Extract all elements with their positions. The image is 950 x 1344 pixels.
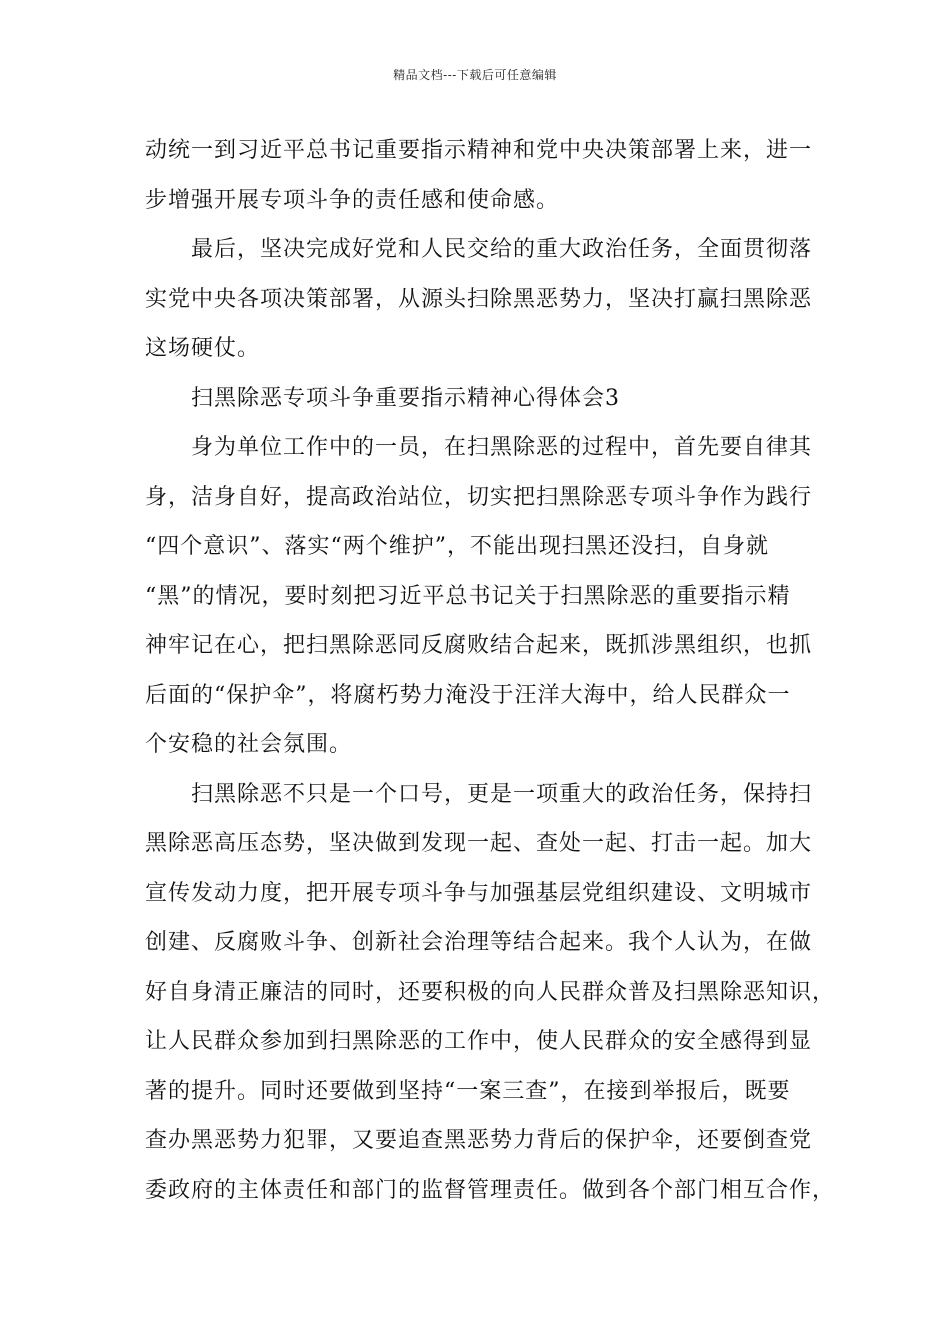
text-line: 实党中央各项决策部署，从源头扫除黑恶势力，坚决打赢扫黑除恶	[145, 286, 813, 312]
body-text	[145, 126, 836, 1215]
text-line: 让人民群众参加到扫黑除恶的工作中，使人民群众的安全感得到显	[145, 1029, 813, 1054]
paragraph-start-line: 最后，坚决完成好党和人民交给的重大政治任务，全面贯彻落	[191, 237, 813, 262]
text-line: 这场硬仗。	[145, 336, 261, 361]
text-line: 创建、反腐败斗争、创新社会治理等结合起来。我个人认为，在做	[145, 930, 813, 955]
text-line: 神牢记在心，把扫黑除恶同反腐败结合起来，既抓涉黑组织，也抓	[145, 633, 813, 658]
text-line: 黑除恶高压态势，坚决做到发现一起、查处一起、打击一起。加大	[145, 831, 813, 856]
text-line: 动统一到习近平总书记重要指示精神和党中央决策部署上来，进一	[145, 138, 813, 163]
text-line: 委政府的主体责任和部门的监督管理责任。做到各个部门相互合作，	[145, 1177, 836, 1203]
text-line: “四个意识”、落实“两个维护”，不能出现扫黑还没扫，自身就	[145, 534, 769, 559]
text-line: 著的提升。同时还要做到坚持“一案三查”，在接到举报后，既要	[145, 1078, 791, 1104]
text-line: 步增强开展专项斗争的责任感和使命感。	[145, 187, 560, 213]
page-header: 精品文档---下载后可任意编辑	[393, 68, 557, 82]
paragraph-start-line: 扫黑除恶不只是一个口号，更是一项重大的政治任务，保持扫	[191, 781, 813, 807]
text-line: 好自身清正廉洁的同时，还要积极的向人民群众普及扫黑除恶知识，	[145, 979, 836, 1005]
text-line: 身，洁身自好，提高政治站位，切实把扫黑除恶专项斗争作为践行	[145, 484, 813, 510]
text-line: 后面的“保护伞”，将腐朽势力淹没于汪洋大海中，给人民群众一	[145, 682, 791, 708]
text-line: 个安稳的社会氛围。	[145, 732, 353, 757]
text-line: 宣传发动力度，把开展专项斗争与加强基层党组织建设、文明城市	[145, 880, 813, 906]
text-line: “黑”的情况，要时刻把习近平总书记关于扫黑除恶的重要指示精	[145, 583, 791, 609]
paragraph-start-line: 身为单位工作中的一员，在扫黑除恶的过程中，首先要自律其	[191, 435, 813, 460]
section-title: 扫黑除恶专项斗争重要指示精神心得体会3	[191, 385, 620, 411]
text-line: 查办黑恶势力犯罪，又要追查黑恶势力背后的保护伞，还要倒查党	[145, 1128, 813, 1153]
